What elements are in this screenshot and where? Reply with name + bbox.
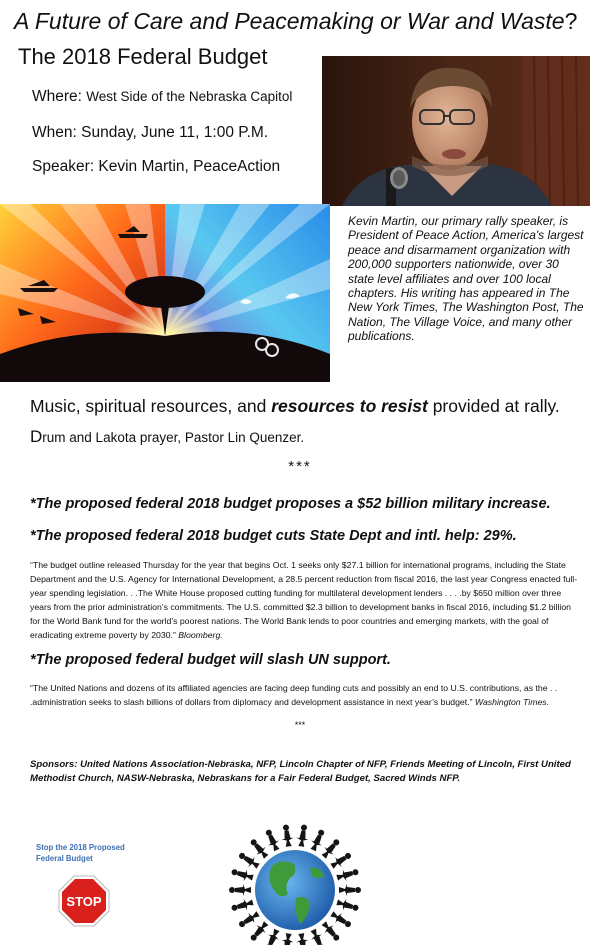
ring-figure [295,933,310,945]
ring-figure [236,909,261,931]
ring-figure [230,897,254,915]
event-when: When: Sunday, June 11, 1:00 P.M. [32,124,269,141]
speaker-bio: Kevin Martin, our primary rally speaker, is President of Peace Action, America's largest peace and disarmament organization with 200,000 supporters nationwide, over 30 state level affiliates and over 100 local chapters. His writing has appeared in The New York Times, The Washington Post, The Nation, The Village Voice, and many other publications. [348,214,584,344]
section-divider-small: *** [294,720,306,730]
fact-un: *The proposed federal budget will slash UN support. [30,652,391,668]
globe-people-icon [224,820,366,945]
ring-figure [308,928,328,945]
subtitle: The 2018 Federal Budget [18,44,268,69]
ring-figure [262,827,282,852]
program-drum: Drum and Lakota prayer, Pastor Lin Quenzer. [30,427,305,446]
ring-figure [280,824,295,847]
fact-military: *The proposed federal 2018 budget proposes a $52 billion military increase. [30,496,551,512]
ring-figure [336,897,360,915]
quote-bloomberg: “The budget outline released Thursday for the year that begins Oct. 1 seeks only $27.1 billion for international programs, including the State Department and the U.S. Agency for International Development, a 28.5 percent reduction from fiscal 2016, the last year Congress enacted full-year spending legislation. . .The White House proposed cutting funding for multilateral development lenders . . . .by $650 million over three years from the prior administration’s commitments. The U.S. committed $2.3 billion to development banks in fiscal 2016, including $1.2 billion for the World Bank fund for the world’s poorest nations. The World Bank lends to poor countries and emerging markets, with the goal of eradicating extreme poverty by 2030.” Bloomberg. [30,560,578,640]
ring-figure [329,849,354,871]
ring-figure [236,849,261,871]
fact-state-dept: *The proposed federal 2018 budget cuts State Dept and intl. help: 29%. [30,528,517,544]
ring-figure [336,866,360,884]
ring-figure [295,824,310,847]
ring-figure [319,836,342,860]
peace-war-artwork [0,204,330,382]
ring-figure [339,884,361,896]
ring-figure [308,827,328,852]
stop-caption: Stop the 2018 Proposed Federal Budget [36,843,125,864]
speaker-photo [322,56,590,206]
ring-figure [329,909,354,931]
stop-sign-icon [58,875,110,927]
program-music: Music, spiritual resources, and resources to resist provided at rally. [30,396,560,416]
ring-figure [229,884,251,896]
sponsors-list: Sponsors: United Nations Association-Nebraska, NFP, Lincoln Chapter of NFP, Friends Meeting of Lincoln, First United Methodist Church, NASW-Nebraska, Nebraskans for a Fair Federal Budget, Sacred Winds NFP. [30,759,571,785]
ring-figure [247,919,270,943]
ring-figure [280,933,295,945]
ring-figure [247,836,270,860]
ring-figure [230,866,254,884]
event-where: Where: West Side of the Nebraska Capitol [32,88,293,105]
ring-figure [319,919,342,943]
section-divider: *** [288,458,312,475]
stop-sign-text: STOP [66,894,102,909]
headline: A Future of Care and Peacemaking or War and Waste? [14,8,578,34]
event-speaker: Speaker: Kevin Martin, PeaceAction [32,158,281,175]
quote-washington-times: “The United Nations and dozens of its affiliated agencies are facing deep funding cuts and possibly an end to U.S. contributions, as the . . .administration seeks to slash billions of dollars from diplomacy and development assistance in next year’s budget.” Washington Times. [30,683,558,707]
ring-figure [262,928,282,945]
